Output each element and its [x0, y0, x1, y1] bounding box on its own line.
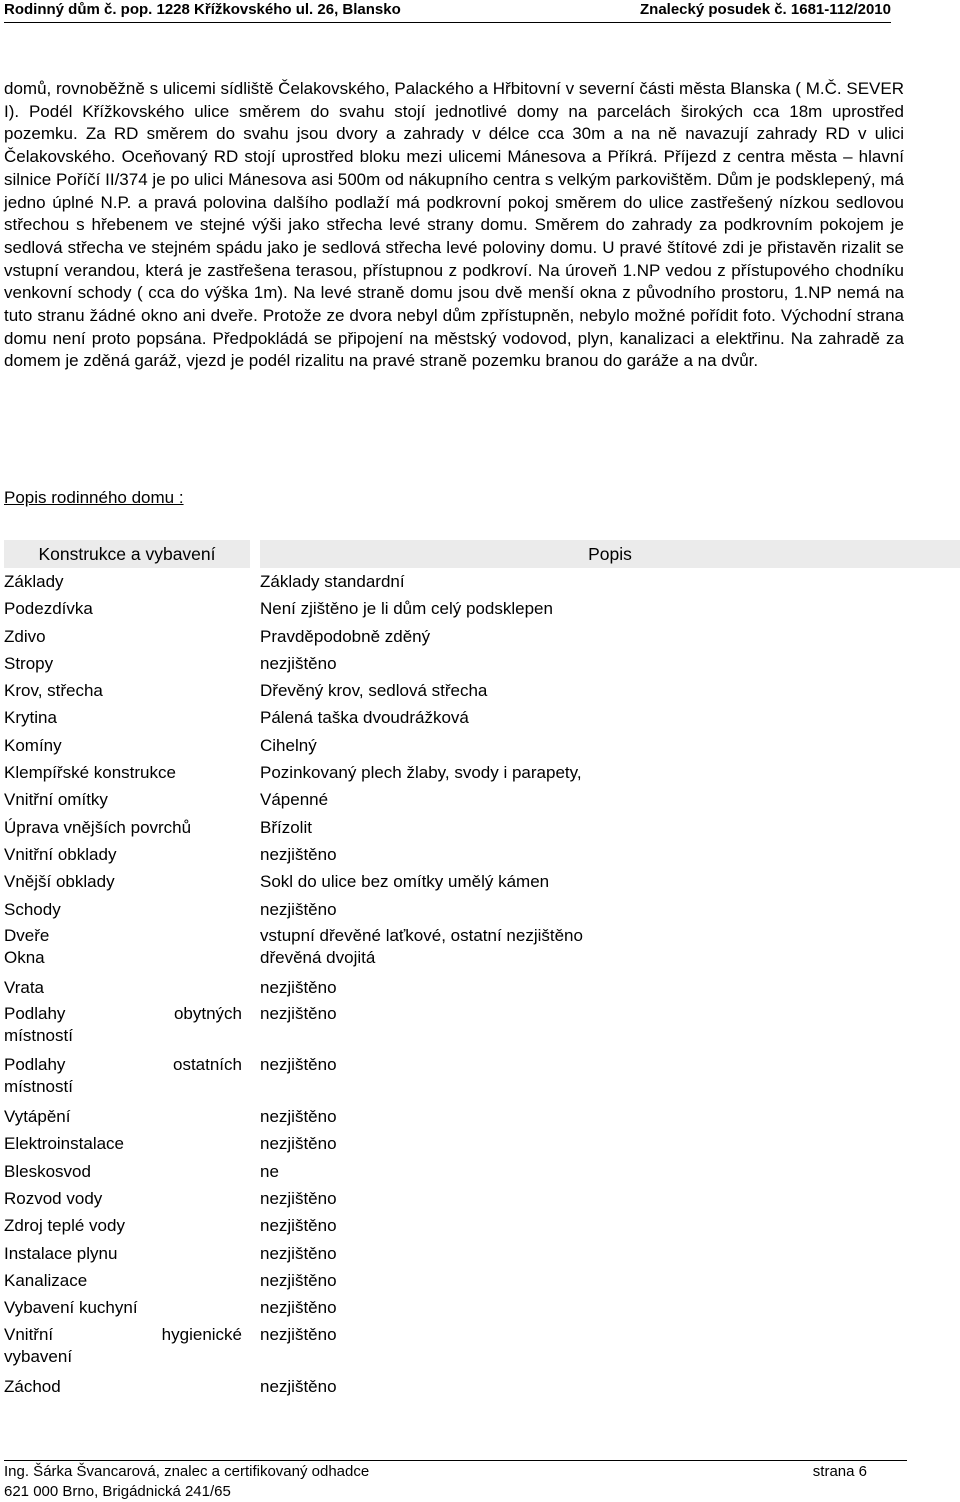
row-value: Cihelný — [260, 735, 317, 755]
row-value: Pálená taška dvoudrážková — [260, 708, 469, 728]
header-title: Rodinný dům č. pop. 1228 Křížkovského ul. 26, Blansko — [4, 1, 401, 18]
row-label: Komíny — [4, 735, 62, 755]
table-row — [4, 623, 960, 650]
table-row — [4, 568, 960, 595]
row-label: Schody — [4, 899, 61, 919]
row-value: nezjištěno — [260, 1270, 337, 1290]
row-label: Klempířské konstrukce — [4, 763, 176, 783]
row-value: nezjištěno — [260, 1376, 337, 1396]
row-value: Pravděpodobně zděný — [260, 626, 431, 646]
table-row — [4, 1294, 960, 1321]
table-header-construction: Konstrukce a vybavení — [4, 540, 250, 568]
table-row — [4, 868, 960, 895]
row-value: nezjištěno — [260, 1189, 337, 1209]
table-row — [4, 1103, 960, 1130]
row-value: nezjištěno — [260, 844, 337, 864]
row-label-part: ostatních — [173, 1055, 242, 1075]
row-label: Záchod — [4, 1376, 61, 1396]
row-label-doors: Dveře — [4, 925, 50, 945]
row-label: Krov, střecha — [4, 681, 103, 701]
table-row — [4, 974, 960, 1001]
row-value: nezjištěno — [260, 977, 337, 997]
row-label-part: Podlahy — [4, 1004, 66, 1024]
row-value: nezjištěno — [260, 1107, 337, 1127]
table-row — [4, 650, 960, 677]
row-label: Instalace plynu — [4, 1243, 118, 1263]
row-value: nezjištěno — [260, 653, 337, 673]
row-label: Základy — [4, 572, 64, 591]
row-value: ne — [260, 1161, 279, 1181]
table-row — [4, 1373, 960, 1400]
row-value: Vápenné — [260, 790, 329, 810]
table-row — [4, 896, 960, 923]
table-row — [4, 704, 960, 731]
row-value: Dřevěný krov, sedlová střecha — [260, 681, 488, 701]
row-label-part: vybavení — [4, 1346, 73, 1366]
row-value: nezjištěno — [260, 1004, 337, 1024]
table-row — [4, 1322, 960, 1373]
row-label-part: Vnitřní — [4, 1324, 54, 1344]
table-row — [4, 759, 960, 786]
table-row — [4, 1052, 960, 1103]
row-value: nezjištěno — [260, 1055, 337, 1075]
row-label: Rozvod vody — [4, 1189, 103, 1209]
row-value: Břízolit — [260, 817, 312, 837]
row-value: Základy standardní — [260, 572, 405, 591]
row-label: Vnější obklady — [4, 872, 115, 892]
row-label: Vnitřní obklady — [4, 844, 117, 864]
page-header — [4, 0, 891, 23]
row-label-part: místností — [4, 1077, 73, 1097]
footer-author: Ing. Šárka Švancarová, znalec a certifikovaný odhadce — [4, 1463, 370, 1480]
table-row — [4, 1158, 960, 1185]
table-row — [4, 841, 960, 868]
spec-table — [4, 540, 960, 1400]
row-label: Vrata — [4, 977, 45, 997]
row-label-part: obytných — [173, 1004, 242, 1024]
row-value: nezjištěno — [260, 1298, 337, 1318]
row-value: nezjištěno — [260, 1134, 337, 1154]
footer-address: 621 000 Brno, Brigádnická 241/65 — [4, 1483, 231, 1500]
body-paragraph: domů, rovnoběžně s ulicemi sídliště Čelakovského, Palackého a Hřbitovní v severní části města Blanska ( M.Č. SEVER I). Podél Křížkovského ulice směrem do svahu stojí jednotlivé domy na parcelách širokých cca 18m uprostřed pozemku. Za RD směrem do svahu jsou dvory a zahrady v délce cca 30m a na ně navazují zahrady RD v ulici Čelakovského. Oceňovaný RD stojí uprostřed bloku mezi ulicemi Mánesova a Příkrá. Příjezd z centra města – hlavní silnice Poříčí II/374 je po ulici Mánesova asi 500m od nákupního centra s velkým parkovištěm. Dům je podsklepený, má jedno úplné N.P. a pravá polovina dalšího podlaží má podkrovní pokoj směrem do ulice zastřešený nízkou sedlovou střechou s hřebenem ve stejné výši jako střecha levé strany domu. Směrem do zahrady za podkrovním pokojem je sedlová střecha ve stejném spádu jako je sedlová střecha levé poloviny domu. U pravé štítové zdi je přistavěn rizalit se vstupní verandou, která je zastřešena terasou, přístupnou z podkroví. Na úroveň 1.NP vedou z přístupového chodníku venkovní schody ( cca do výška 1m). Na levé straně domu jsou dvě menší okna z původního prostoru, 1.NP nemá na tuto stranu žádné okno ani dveře. Protože ze dvora nebyl dům zpřístupněn, nebylo možné pořídit foto. Východní strana domu není proto popsána. Předpokládá se připojení na městský vodovod, plyn, kanalizaci a elektřinu. Na zahradě za domem je zděná garáž, vjezd je podél rizalitu na pravé straně pozemku branou do garáže a na dvůr. — [4, 79, 904, 371]
row-label: Vybavení kuchyní — [4, 1298, 138, 1318]
table-row — [4, 786, 960, 813]
footer-page-number: strana 6 — [812, 1463, 867, 1480]
table-row — [4, 1001, 960, 1052]
row-label-part: místností — [4, 1026, 73, 1046]
row-label-part: Podlahy — [4, 1055, 66, 1075]
row-label-part: hygienické — [161, 1324, 242, 1344]
row-value: Sokl do ulice bez omítky umělý kámen — [260, 872, 550, 892]
row-label: Zdivo — [4, 626, 46, 646]
row-value-doors: vstupní dřevěné laťkové, ostatní nezjištěno — [260, 925, 583, 945]
row-value: nezjištěno — [260, 1243, 337, 1263]
row-label-windows: Okna — [4, 947, 45, 967]
row-value: nezjištěno — [260, 899, 337, 919]
page-footer — [4, 1462, 907, 1502]
row-label: Kanalizace — [4, 1270, 88, 1290]
table-row — [4, 1130, 960, 1157]
row-label: Podezdívka — [4, 599, 93, 619]
row-value: Není zjištěno je li dům celý podsklepen — [260, 599, 553, 619]
row-label: Zdroj teplé vody — [4, 1216, 125, 1236]
table-row — [4, 1267, 960, 1294]
row-value: Pozinkovaný plech žlaby, svody i parapety, — [260, 763, 582, 783]
table-row — [4, 595, 960, 622]
row-label: Stropy — [4, 653, 54, 673]
table-row — [4, 677, 960, 704]
row-label: Úprava vnějších povrchů — [4, 817, 192, 837]
section-title: Popis rodinného domu : — [4, 488, 184, 507]
table-header-row — [4, 540, 960, 568]
row-label: Elektroinstalace — [4, 1134, 125, 1154]
table-row — [4, 1212, 960, 1239]
row-label: Krytina — [4, 708, 57, 728]
footer-divider — [4, 1460, 907, 1461]
table-row — [4, 814, 960, 841]
row-value: nezjištěno — [260, 1324, 337, 1344]
table-row — [4, 923, 960, 974]
table-row — [4, 1185, 960, 1212]
row-value-windows: dřevěná dvojitá — [260, 947, 376, 967]
row-label: Bleskosvod — [4, 1161, 91, 1181]
table-header-description: Popis — [260, 540, 960, 568]
table-row — [4, 1240, 960, 1267]
header-report-number: Znalecký posudek č. 1681-112/2010 — [640, 1, 891, 18]
row-label: Vnitřní omítky — [4, 790, 108, 810]
row-label: Vytápění — [4, 1107, 71, 1127]
table-row — [4, 732, 960, 759]
row-value: nezjištěno — [260, 1216, 337, 1236]
